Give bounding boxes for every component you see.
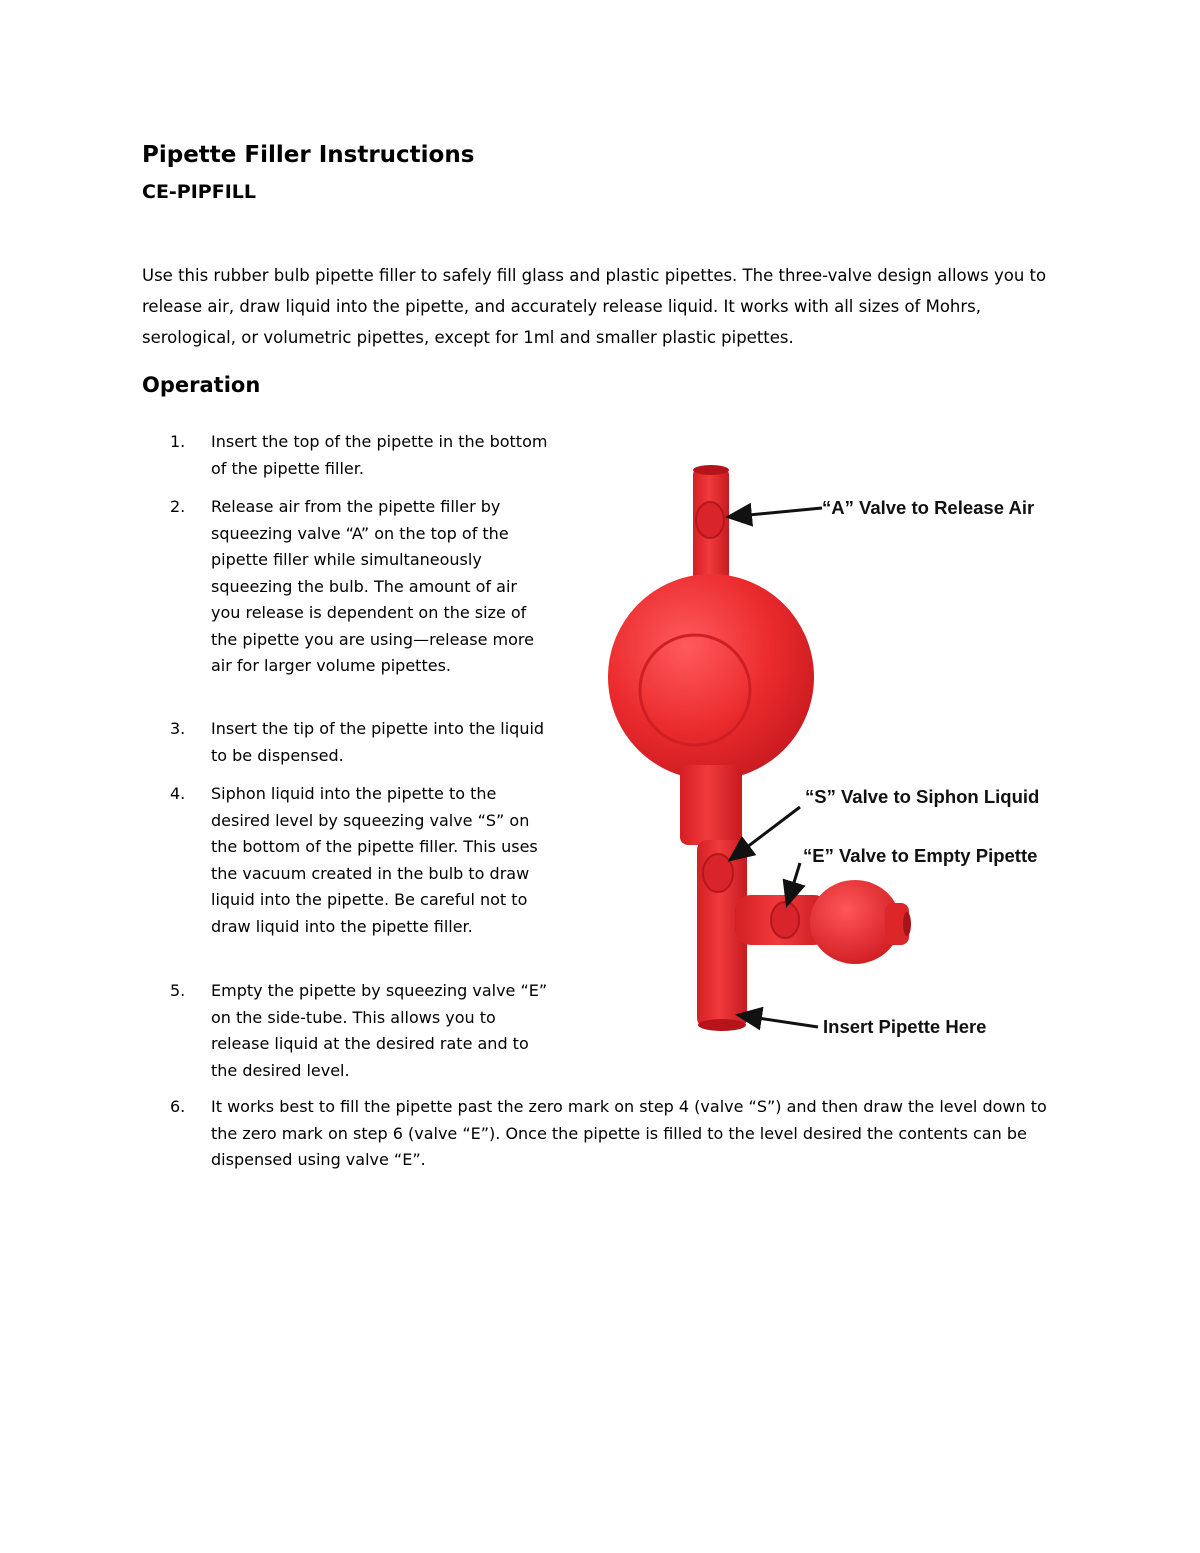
- bulb-lower-neck: [680, 765, 742, 845]
- callout-insert-pipette: Insert Pipette Here: [823, 1016, 987, 1037]
- step-number: 3.: [170, 719, 186, 738]
- valve-s: [703, 854, 733, 892]
- side-tube-opening: [903, 912, 911, 936]
- step-text: Insert the top of the pipette in the bottom of the pipette filler.: [211, 432, 548, 478]
- step-number: 4.: [170, 784, 186, 803]
- step-number: 5.: [170, 981, 186, 1000]
- callout-valve-a: “A” Valve to Release Air: [822, 497, 1035, 518]
- top-neck-opening: [693, 465, 729, 475]
- document-title: Pipette Filler Instructions: [142, 142, 475, 168]
- stem-bottom-opening: [698, 1019, 746, 1031]
- intro-paragraph: Use this rubber bulb pipette filler to safely fill glass and plastic pipettes. The three-valve design allows you to release air, draw liquid into the pipette, and accurately release liquid. It works with all sizes of Mohrs, serological, or volumetric pipettes, except for 1ml and smaller plastic pipettes.: [142, 266, 1047, 347]
- step-text: Siphon liquid into the pipette to the desired level by squeezing valve “S” on the bottom of the pipette filler. This uses the vacuum created in the bulb to draw liquid into the pipette. Be careful not to draw liquid into the pipette filler.: [211, 784, 538, 936]
- callout-valve-e: “E” Valve to Empty Pipette: [803, 845, 1038, 866]
- valve-e: [771, 902, 799, 938]
- step-text: It works best to fill the pipette past the zero mark on step 4 (valve “S”) and then draw the level down to the zero mark on step 6 (valve “E”). Once the pipette is filled to the level desired the contents can be dispensed using valve “E”.: [211, 1097, 1047, 1169]
- arrow-insert: [738, 1015, 818, 1027]
- step-number: 6.: [170, 1097, 186, 1116]
- step-text: Insert the tip of the pipette into the liquid to be dispensed.: [211, 719, 545, 765]
- callout-valve-s: “S” Valve to Siphon Liquid: [805, 786, 1040, 807]
- step-number: 1.: [170, 432, 186, 451]
- pipette-filler-figure: [600, 455, 1070, 1055]
- pipette-filler-illustration: [600, 455, 1070, 1055]
- main-bulb: [608, 574, 814, 780]
- step-text: Release air from the pipette filler by squeezing valve “A” on the top of the pipette filler while simultaneously squeezing the bulb. The amount of air you release is dependent on the size of the pipette you are using—release more air for larger volume pipettes.: [211, 497, 534, 675]
- operation-heading: Operation: [142, 373, 261, 397]
- step-text: Empty the pipette by squeezing valve “E” on the side-tube. This allows you to release liquid at the desired rate and to the desired level.: [211, 981, 548, 1080]
- arrow-valve-a: [728, 508, 822, 517]
- valve-a: [696, 502, 724, 538]
- step-number: 2.: [170, 497, 186, 516]
- product-code: CE-PIPFILL: [142, 181, 256, 203]
